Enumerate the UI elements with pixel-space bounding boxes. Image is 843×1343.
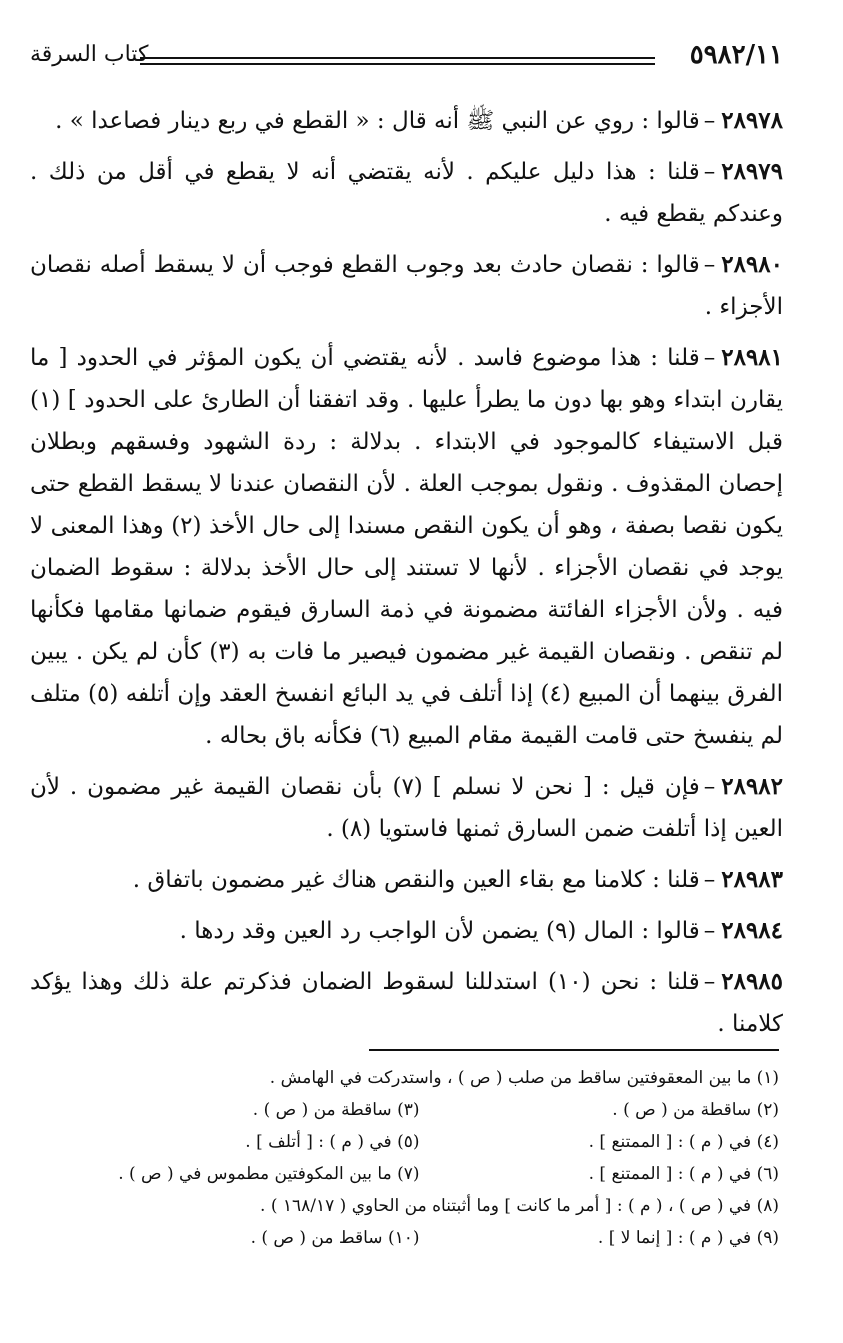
paragraph-number: ٢٨٩٨٤ bbox=[721, 917, 783, 944]
paragraph-28984: ٢٨٩٨٤–قالوا : المال (٩) يضمن لأن الواجب رد العين وقد ردها . bbox=[179, 917, 783, 944]
paragraph-text: قلنا : نحن (١٠) استدللنا لسقوط الضمان فذكرتم علة ذلك وهذا يؤكد كلامنا . bbox=[30, 969, 783, 1037]
paragraph-text: قالوا : نقصان حادث بعد وجوب القطع فوجب أن لا يسقط أصله نقصان الأجزاء . bbox=[30, 252, 783, 320]
main-text bbox=[30, 100, 783, 1054]
footnote-1: (١) ما بين المعقوفتين ساقط من صلب ( ص ) ، واستدركت في الهامش . bbox=[269, 1068, 779, 1088]
footnote-7: (٧) ما بين المكوفتين مطموس في ( ص ) . bbox=[118, 1164, 420, 1184]
footnote-2: (٢) ساقطة من ( ص ) . bbox=[612, 1100, 779, 1120]
footnote-8: (٨) في ( ص ) ، ( م ) : [ أمر ما كانت ] وما أثبتناه من الحاوي ( ١٦٨/١٧ ) . bbox=[260, 1196, 779, 1216]
footnotes bbox=[60, 1062, 779, 1254]
footnote-5: (٥) في ( م ) : [ أتلف ] . bbox=[245, 1132, 420, 1152]
footnote-10: (١٠) ساقط من ( ص ) . bbox=[250, 1228, 420, 1248]
paragraph-text: قلنا : كلامنا مع بقاء العين والنقص هناك غير مضمون باتفاق . bbox=[132, 867, 700, 893]
paragraph-28978: ٢٨٩٧٨–قالوا : روي عن النبي ﷺ أنه قال : « القطع في ربع دينار فصاعدا » . bbox=[55, 107, 783, 134]
paragraph-number: ٢٨٩٨٣ bbox=[721, 866, 783, 893]
paragraph-text: فإن قيل : [ نحن لا نسلم ] (٧) بأن نقصان القيمة غير مضمون . لأن العين إذا أتلفت ضمن السارق ثمنها فاستويا (٨) . bbox=[30, 774, 783, 842]
footnote-separator bbox=[369, 1049, 779, 1051]
footnote-4: (٤) في ( م ) : [ الممتنع ] . bbox=[588, 1132, 779, 1152]
paragraph-number: ٢٨٩٨٠ bbox=[721, 251, 783, 278]
paragraph-text: قالوا : المال (٩) يضمن لأن الواجب رد العين وقد ردها . bbox=[179, 918, 700, 944]
page-number: ٥٩٨٢/١١ bbox=[689, 40, 783, 70]
paragraph-number: ٢٨٩٧٨ bbox=[721, 107, 783, 134]
paragraph-number: ٢٨٩٨١ bbox=[721, 344, 783, 371]
book-title: كتاب السرقة bbox=[30, 42, 149, 67]
footnote-3: (٣) ساقطة من ( ص ) . bbox=[252, 1100, 420, 1120]
paragraph-28985: ٢٨٩٨٥–قلنا : نحن (١٠) استدللنا لسقوط الضمان فذكرتم علة ذلك وهذا يؤكد كلامنا . bbox=[30, 968, 784, 1037]
paragraph-text: قلنا : هذا موضوع فاسد . لأنه يقتضي أن يكون المؤثر في الحدود [ ما يقارن ابتداء وهو بها دون ما يطرأ عليها . وقد اتفقنا أن الطارئ على الحدود ] (١) قبل الاستيفاء كالموجود في الابتداء . بدلالة : ردة الشهود وفسقهم وبطلان إحصان المقذوف . ونقول بموجب العلة . لأن النقصان عندنا لا يسقط القطع حتى يكون نقصا بصفة ، وهو أن يكون النقص مسندا إلى حال الأخذ (٢) وهذا المعنى لا يوجد في نقصان الأجزاء . لأنها لا تستند إلى حال الأخذ بدلالة : سقوط الضمان فيه . ولأن الأجزاء الفائتة مضمونة في ذمة السارق فيقوم ضمانها مقامها فكأنها لم تنقص . ونقصان القيمة غير مضمون فيصير ما فات به (٣) كأن لم يكن . يبين الفرق بينهما أن المبيع (٤) إذا أتلف في يد البائع انفسخ العقد وإن أتلفه (٥) متلف لم ينفسخ حتى قامت القيمة مقام المبيع (٦) فكأنه باق بحاله . bbox=[30, 345, 783, 749]
paragraph-text: قلنا : هذا دليل عليكم . لأنه يقتضي أنه لا يقطع في أقل من ذلك . وعندكم يقطع فيه . bbox=[30, 159, 783, 227]
running-header bbox=[30, 38, 783, 78]
paragraph-28983: ٢٨٩٨٣–قلنا : كلامنا مع بقاء العين والنقص هناك غير مضمون باتفاق . bbox=[132, 866, 783, 893]
paragraph-28979: ٢٨٩٧٩–قلنا : هذا دليل عليكم . لأنه يقتضي أنه لا يقطع في أقل من ذلك . وعندكم يقطع فيه . bbox=[30, 158, 783, 227]
paragraph-28982: ٢٨٩٨٢–فإن قيل : [ نحن لا نسلم ] (٧) بأن نقصان القيمة غير مضمون . لأن العين إذا أتلفت ضمن السارق ثمنها فاستويا (٨) . bbox=[30, 773, 783, 842]
paragraph-number: ٢٨٩٨٢ bbox=[721, 773, 783, 800]
paragraph-text: قالوا : روي عن النبي ﷺ أنه قال : « القطع في ربع دينار فصاعدا » . bbox=[55, 108, 700, 134]
paragraph-number: ٢٨٩٨٥ bbox=[721, 968, 784, 995]
paragraph-number: ٢٨٩٧٩ bbox=[721, 158, 783, 185]
header-double-rule bbox=[140, 57, 655, 65]
paragraph-28981: ٢٨٩٨١–قلنا : هذا موضوع فاسد . لأنه يقتضي أن يكون المؤثر في الحدود [ ما يقارن ابتداء وهو بها دون ما يطرأ عليها . وقد اتفقنا أن الطارئ على الحدود ] (١) قبل الاستيفاء كالموجود في الابتداء . بدلالة : ردة الشهود وفسقهم وبطلان إحصان المقذوف . ونقول بموجب العلة . لأن النقصان عندنا لا يسقط القطع حتى يكون نقصا بصفة ، وهو أن يكون النقص مسندا إلى حال الأخذ (٢) وهذا المعنى لا يوجد في نقصان الأجزاء . لأنها لا تستند إلى حال الأخذ بدلالة : سقوط الضمان فيه . ولأن الأجزاء الفائتة مضمونة في ذمة السارق فيقوم ضمانها مقامها فكأنها لم تنقص . ونقصان القيمة غير مضمون فيصير ما فات به (٣) كأن لم يكن . يبين الفرق بينهما أن المبيع (٤) إذا أتلف في يد البائع انفسخ العقد وإن أتلفه (٥) متلف لم ينفسخ حتى قامت القيمة مقام المبيع (٦) فكأنه باق بحاله . bbox=[30, 344, 783, 749]
paragraph-28980: ٢٨٩٨٠–قالوا : نقصان حادث بعد وجوب القطع فوجب أن لا يسقط أصله نقصان الأجزاء . bbox=[30, 251, 783, 320]
footnote-6: (٦) في ( م ) : [ الممتنع ] . bbox=[588, 1164, 779, 1184]
footnote-9: (٩) في ( م ) : [ إنما لا ] . bbox=[597, 1228, 779, 1248]
